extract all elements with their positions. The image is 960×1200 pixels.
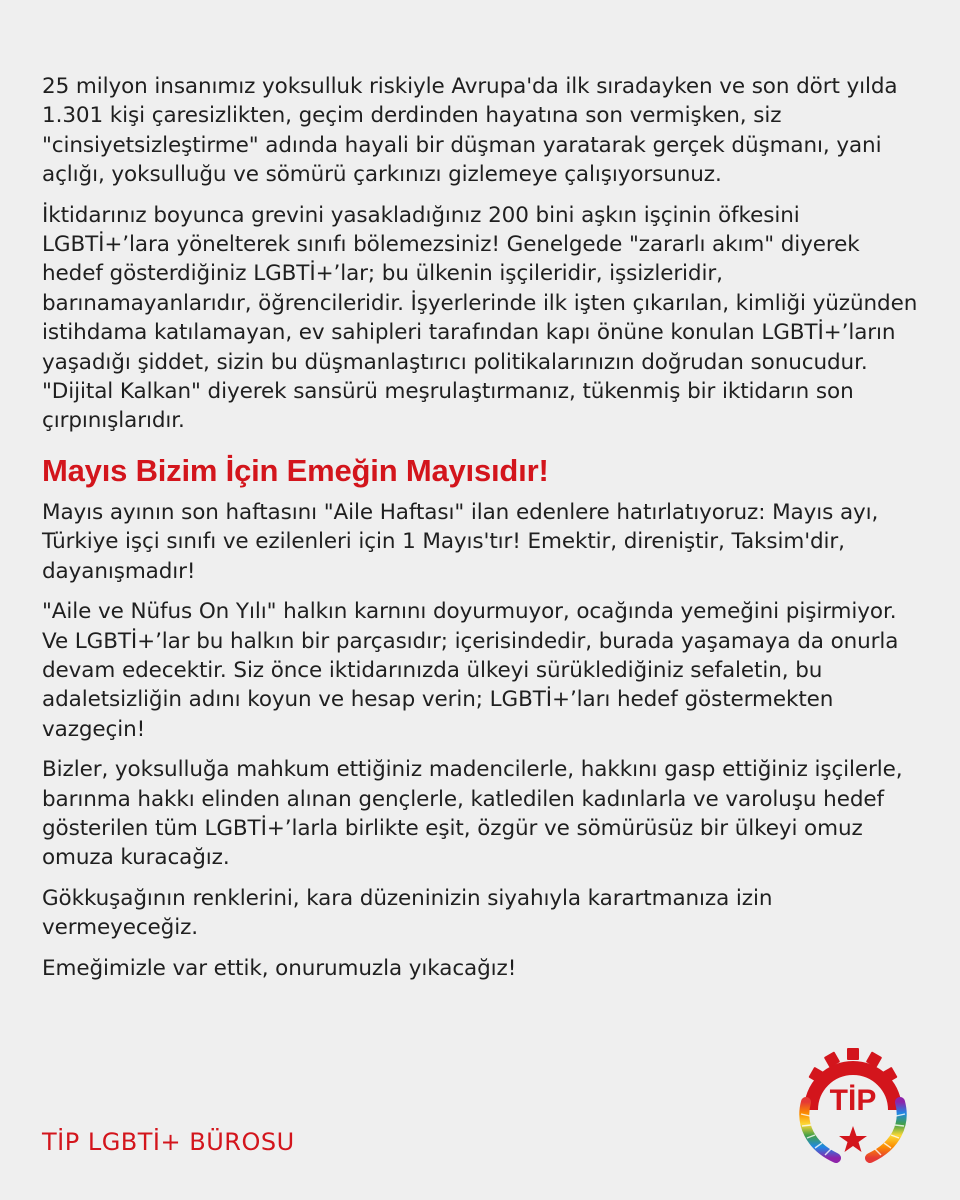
logo-text: TİP [829, 1084, 877, 1117]
tip-gear-star-rainbow-wreath-logo-icon [792, 1044, 914, 1166]
paragraph: Mayıs ayının son haftasını "Aile Haftası" ilan edenlere hatırlatıyoruz: Mayıs ayı, Türkiye işçi sınıfı ve ezilenleri için 1 Mayıs'tır! Emektir, direniştir, Taksim'dir, dayanışmadır! [42, 499, 879, 584]
tip-logo [792, 1044, 914, 1166]
paragraph: Emeğimizle var ettik, onurumuzla yıkacağız! [42, 955, 517, 981]
paragraph: İktidarınız boyunca grevini yasakladığınız 200 bini aşkın işçinin öfkesini LGBTİ+’lara yönelterek sınıfı bölemezsiniz! Genelgede "zararlı akım" diyerek hedef gösterdiğiniz LGBTİ+’lar; bu ülkenin işçileridir, işsizleridir, barınamayanlarıdır, öğrencileridir. İşyerlerinde ilk işten çıkarılan, kimliği yüzünden istihdama katılamayan, ev sahipleri tarafından kapı önüne konulan LGBTİ+’ların yaşadığı şiddet, sizin bu düşmanlaştırıcı politikalarınızın doğrudan sonucudur. "Dijital Kalkan" diyerek sansürü meşrulaştırmanız, tükenmiş bir iktidarın son çırpınışlarıdır. [42, 202, 918, 434]
paragraph: 25 milyon insanımız yoksulluk riskiyle Avrupa'da ilk sıradayken ve son dört yılda 1.301 kişi çaresizlikten, geçim derdinden hayatına son vermişken, siz "cinsiyetsizleştirme" adında hayali bir düşman yaratarak gerçek düşmanı, yani açlığı, yoksulluğu ve sömürü çarkınızı gizlemeye çalışıyorsunuz. [42, 74, 898, 188]
section-heading: Mayıs Bizim İçin Emeğin Mayısıdır! [42, 452, 549, 488]
statement-body [42, 72, 922, 994]
signature: TİP LGBTİ+ BÜROSU [42, 1128, 295, 1156]
paragraph: Gökkuşağının renklerini, kara düzeninizin siyahıyla karartmanıza izin vermeyeceğiz. [42, 885, 773, 941]
paragraph: "Aile ve Nüfus On Yılı" halkın karnını doyurmuyor, ocağında yemeğini pişirmiyor. Ve LGBTİ+’lar bu halkın bir parçasıdır; içerisindedir, burada yaşamaya da onurla devam edecektir. Siz önce iktidarınızda ülkeyi sürüklediğiniz sefaletin, bu adaletsizliğin adını koyun ve hesap verin; LGBTİ+’ları hedef göstermekten vazgeçin! [42, 599, 899, 742]
paragraph: Bizler, yoksulluğa mahkum ettiğiniz madencilerle, hakkını gasp ettiğiniz işçilerle, barınma hakkı elinden alınan gençlerle, katledilen kadınlarla ve varoluşu hedef gösterilen tüm LGBTİ+’larla birlikte eşit, özgür ve sömürüsüz bir ülkeyi omuz omuza kuracağız. [42, 757, 903, 871]
